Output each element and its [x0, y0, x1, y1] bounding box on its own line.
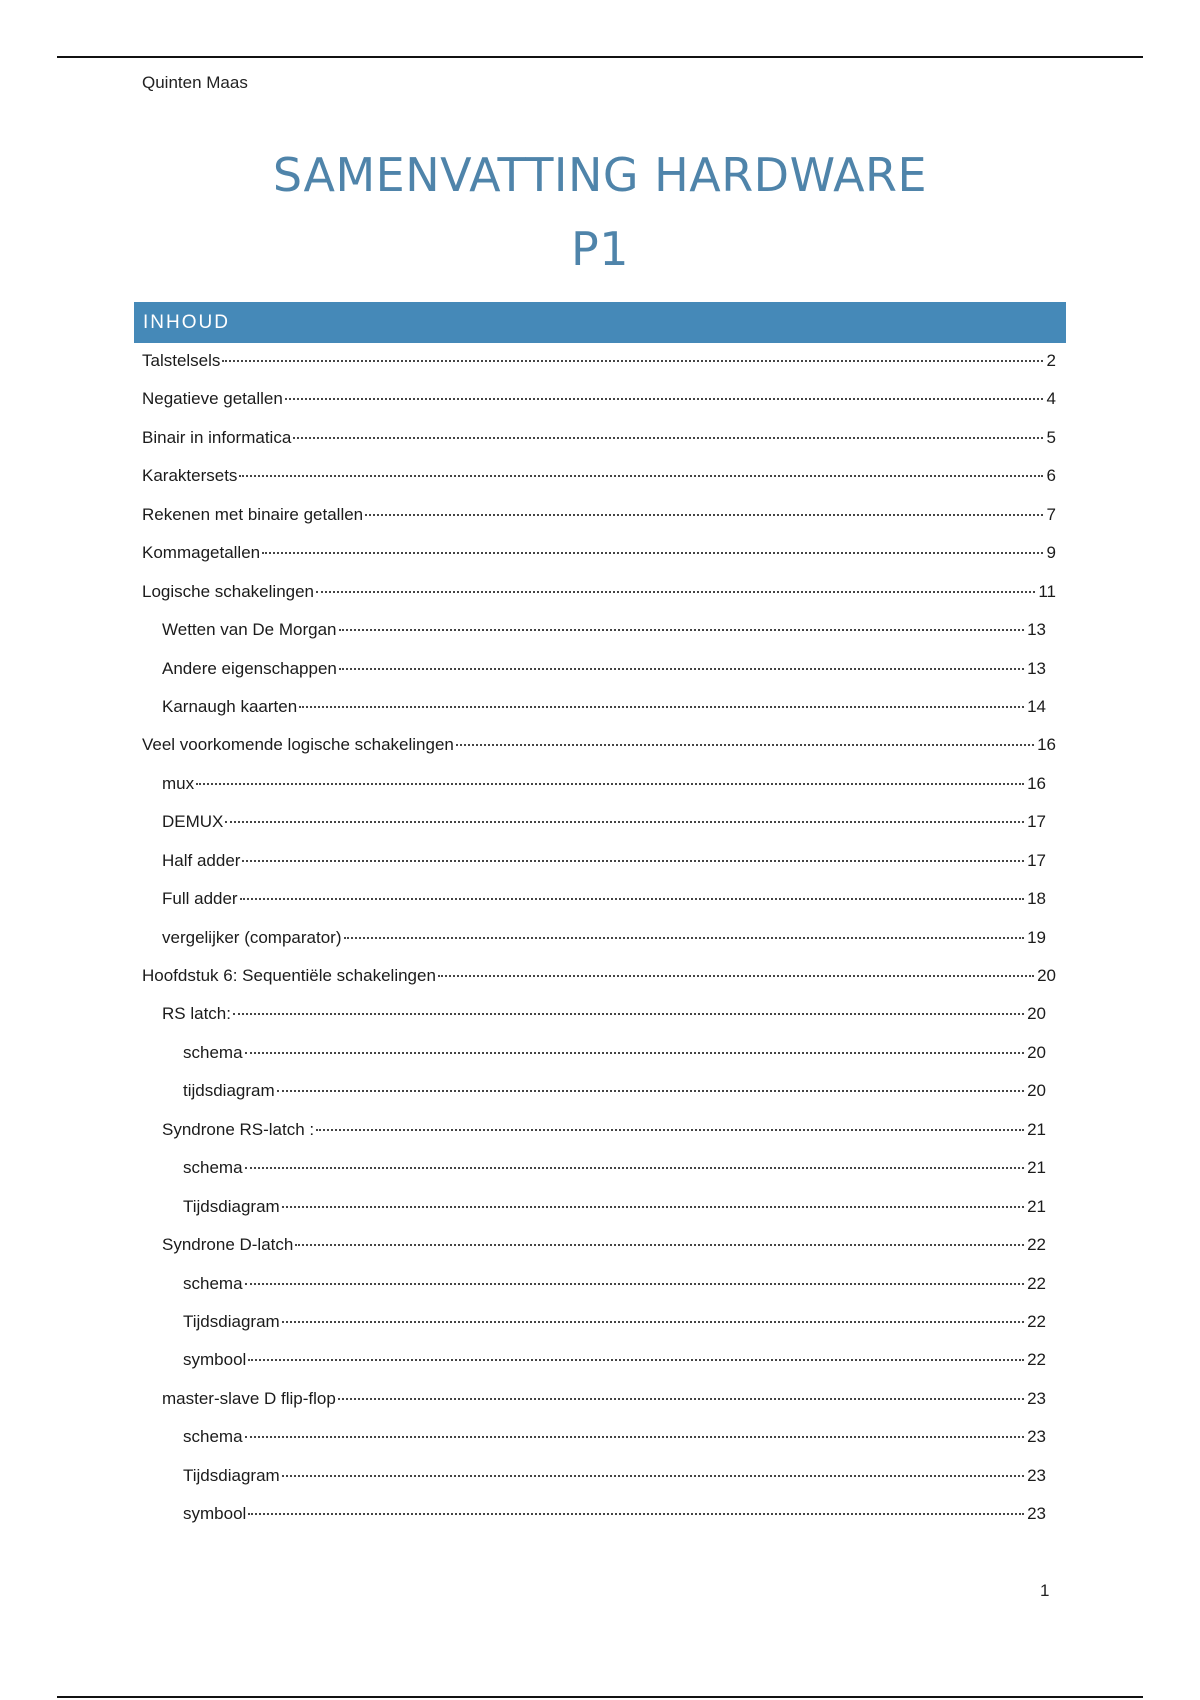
toc-entry-page: 20	[1037, 966, 1056, 985]
document-subtitle: P1	[570, 222, 629, 276]
toc-entry-page: 2	[1046, 351, 1056, 370]
toc-entry-label: Syndrone D-latch	[162, 1235, 294, 1255]
toc-entry-label: schema	[183, 1427, 243, 1447]
toc-leader-dots	[248, 1359, 1024, 1361]
toc-entry-page: 13	[1027, 620, 1046, 640]
toc-entry-label: Tijdsdiagram	[183, 1196, 280, 1216]
toc-entry-page: 16	[1027, 773, 1046, 793]
toc-entry-page: 7	[1046, 504, 1056, 524]
toc-leader-dots	[339, 629, 1025, 631]
toc-entry-page: 13	[1027, 658, 1046, 678]
toc-entry-label: Syndrone RS-latch :	[162, 1119, 315, 1139]
toc-entry-label: Wetten van De Morgan	[162, 620, 337, 640]
toc-leader-dots	[240, 898, 1024, 900]
toc-entry-page: 22	[1027, 1273, 1046, 1293]
toc-leader-dots	[293, 437, 1043, 439]
toc-entry-page: 6	[1046, 466, 1056, 486]
table-of-contents	[142, 351, 1056, 1543]
page-number: 1	[1040, 1581, 1050, 1600]
toc-entry[interactable]	[142, 1312, 1056, 1350]
toc-entry-page: 23	[1027, 1427, 1046, 1447]
toc-leader-dots	[338, 1398, 1024, 1400]
toc-entry[interactable]	[142, 351, 1056, 389]
toc-entry-label: schema	[183, 1158, 243, 1178]
toc-entry[interactable]	[142, 1235, 1056, 1273]
toc-entry[interactable]	[142, 1504, 1056, 1542]
toc-entry-label: Hoofdstuk 6: Sequentiële schakelingen	[142, 966, 436, 985]
toc-leader-dots	[222, 360, 1043, 362]
toc-entry-page: 23	[1027, 1388, 1046, 1408]
toc-leader-dots	[196, 783, 1024, 785]
toc-entry[interactable]	[142, 1004, 1056, 1042]
toc-entry-label: RS latch:	[162, 1004, 231, 1024]
toc-entry-label: Kommagetallen	[142, 543, 261, 563]
toc-entry-label: schema	[183, 1273, 243, 1293]
toc-entry-page: 19	[1027, 927, 1046, 947]
toc-leader-dots	[339, 668, 1024, 670]
toc-entry-page: 20	[1027, 1081, 1046, 1101]
toc-leader-dots	[282, 1206, 1024, 1208]
toc-entry-label: symbool	[183, 1350, 247, 1370]
toc-entry[interactable]	[142, 620, 1056, 658]
toc-entry-page: 21	[1027, 1119, 1046, 1139]
toc-entry[interactable]	[142, 1274, 1056, 1312]
toc-entry-page: 21	[1027, 1196, 1046, 1216]
toc-leader-dots	[282, 1475, 1024, 1477]
toc-entry-label: Logische schakelingen	[142, 581, 315, 601]
toc-entry[interactable]	[142, 851, 1056, 889]
toc-entry[interactable]	[142, 659, 1056, 697]
toc-leader-dots	[344, 937, 1025, 939]
toc-entry[interactable]	[142, 543, 1056, 581]
toc-entry[interactable]	[142, 966, 1056, 1004]
toc-entry-label: Tijdsdiagram	[183, 1465, 280, 1485]
toc-entry-label: Andere eigenschappen	[162, 658, 337, 678]
toc-entry-page: 14	[1027, 696, 1046, 716]
document-title: SAMENVATTING HARDWARE	[272, 148, 928, 202]
footer-rule	[57, 1696, 1143, 1698]
toc-entry-page: 22	[1027, 1350, 1046, 1370]
toc-entry[interactable]	[142, 389, 1056, 427]
toc-leader-dots	[245, 1283, 1025, 1285]
toc-entry[interactable]	[142, 582, 1056, 620]
toc-entry-page: 11	[1038, 581, 1056, 601]
toc-entry-label: Half adder	[162, 850, 241, 870]
toc-entry-label: Full adder	[162, 889, 238, 909]
toc-entry-page: 18	[1027, 889, 1046, 909]
toc-entry-page: 23	[1027, 1504, 1046, 1524]
toc-leader-dots	[245, 1436, 1025, 1438]
toc-entry[interactable]	[142, 1158, 1056, 1196]
toc-heading: INHOUD	[134, 302, 1066, 343]
header-rule	[57, 56, 1143, 58]
toc-entry[interactable]	[142, 1120, 1056, 1158]
toc-entry-page: 23	[1027, 1465, 1046, 1485]
toc-leader-dots	[242, 860, 1024, 862]
toc-entry[interactable]	[142, 1350, 1056, 1388]
toc-entry-label: mux	[162, 773, 195, 793]
toc-leader-dots	[299, 706, 1024, 708]
toc-entry[interactable]	[142, 812, 1056, 850]
toc-leader-dots	[438, 975, 1034, 977]
toc-leader-dots	[316, 591, 1035, 593]
toc-leader-dots	[282, 1321, 1024, 1323]
toc-entry[interactable]	[142, 697, 1056, 735]
toc-leader-dots	[316, 1129, 1024, 1131]
toc-entry-page: 20	[1027, 1004, 1046, 1024]
toc-entry[interactable]	[142, 1081, 1056, 1119]
toc-entry-label: master-slave D flip-flop	[162, 1388, 336, 1408]
toc-entry-label: Veel voorkomende logische schakelingen	[142, 735, 454, 755]
toc-entry[interactable]	[142, 1427, 1056, 1465]
toc-entry-label: symbool	[183, 1504, 247, 1524]
toc-entry-page: 16	[1037, 735, 1056, 755]
toc-entry-page: 9	[1046, 543, 1056, 563]
toc-leader-dots	[225, 821, 1024, 823]
toc-entry-label: Tijdsdiagram	[183, 1311, 280, 1331]
toc-leader-dots	[245, 1052, 1025, 1054]
toc-entry[interactable]	[142, 928, 1056, 966]
toc-leader-dots	[245, 1167, 1025, 1169]
toc-entry-label: Karaktersets	[142, 466, 238, 486]
toc-entry[interactable]	[142, 466, 1056, 504]
toc-entry-page: 5	[1046, 427, 1056, 447]
toc-leader-dots	[233, 1013, 1024, 1015]
toc-entry-page: 17	[1027, 812, 1046, 832]
toc-entry-page: 20	[1027, 1042, 1046, 1062]
toc-entry-label: Rekenen met binaire getallen	[142, 504, 364, 524]
toc-entry[interactable]	[142, 1389, 1056, 1427]
toc-entry[interactable]	[142, 889, 1056, 927]
toc-entry-page: 4	[1046, 389, 1056, 409]
header-author: Quinten Maas	[142, 73, 248, 92]
toc-leader-dots	[295, 1244, 1024, 1246]
toc-entry[interactable]	[142, 774, 1056, 812]
toc-entry[interactable]	[142, 1197, 1056, 1235]
toc-leader-dots	[262, 552, 1043, 554]
toc-entry-label: DEMUX	[162, 812, 224, 832]
toc-entry-label: Talstelsels	[142, 351, 221, 370]
toc-entry-label: schema	[183, 1042, 243, 1062]
toc-leader-dots	[277, 1090, 1024, 1092]
toc-entry[interactable]	[142, 428, 1056, 466]
toc-entry-label: Negatieve getallen	[142, 389, 283, 409]
toc-leader-dots	[248, 1513, 1024, 1515]
toc-leader-dots	[456, 744, 1034, 746]
toc-entry-label: Karnaugh kaarten	[162, 696, 298, 716]
toc-entry-page: 22	[1027, 1311, 1046, 1331]
toc-entry-label: Binair in informatica	[142, 427, 292, 447]
toc-leader-dots	[239, 475, 1043, 477]
toc-entry[interactable]	[142, 505, 1056, 543]
toc-leader-dots	[365, 514, 1043, 516]
toc-entry-label: tijdsdiagram	[183, 1081, 275, 1101]
toc-entry-page: 22	[1027, 1235, 1046, 1255]
toc-entry[interactable]	[142, 1466, 1056, 1504]
toc-entry[interactable]	[142, 1043, 1056, 1081]
toc-leader-dots	[285, 398, 1043, 400]
toc-entry[interactable]	[142, 735, 1056, 773]
toc-entry-label: vergelijker (comparator)	[162, 927, 342, 947]
toc-entry-page: 21	[1027, 1158, 1046, 1178]
toc-entry-page: 17	[1027, 850, 1046, 870]
